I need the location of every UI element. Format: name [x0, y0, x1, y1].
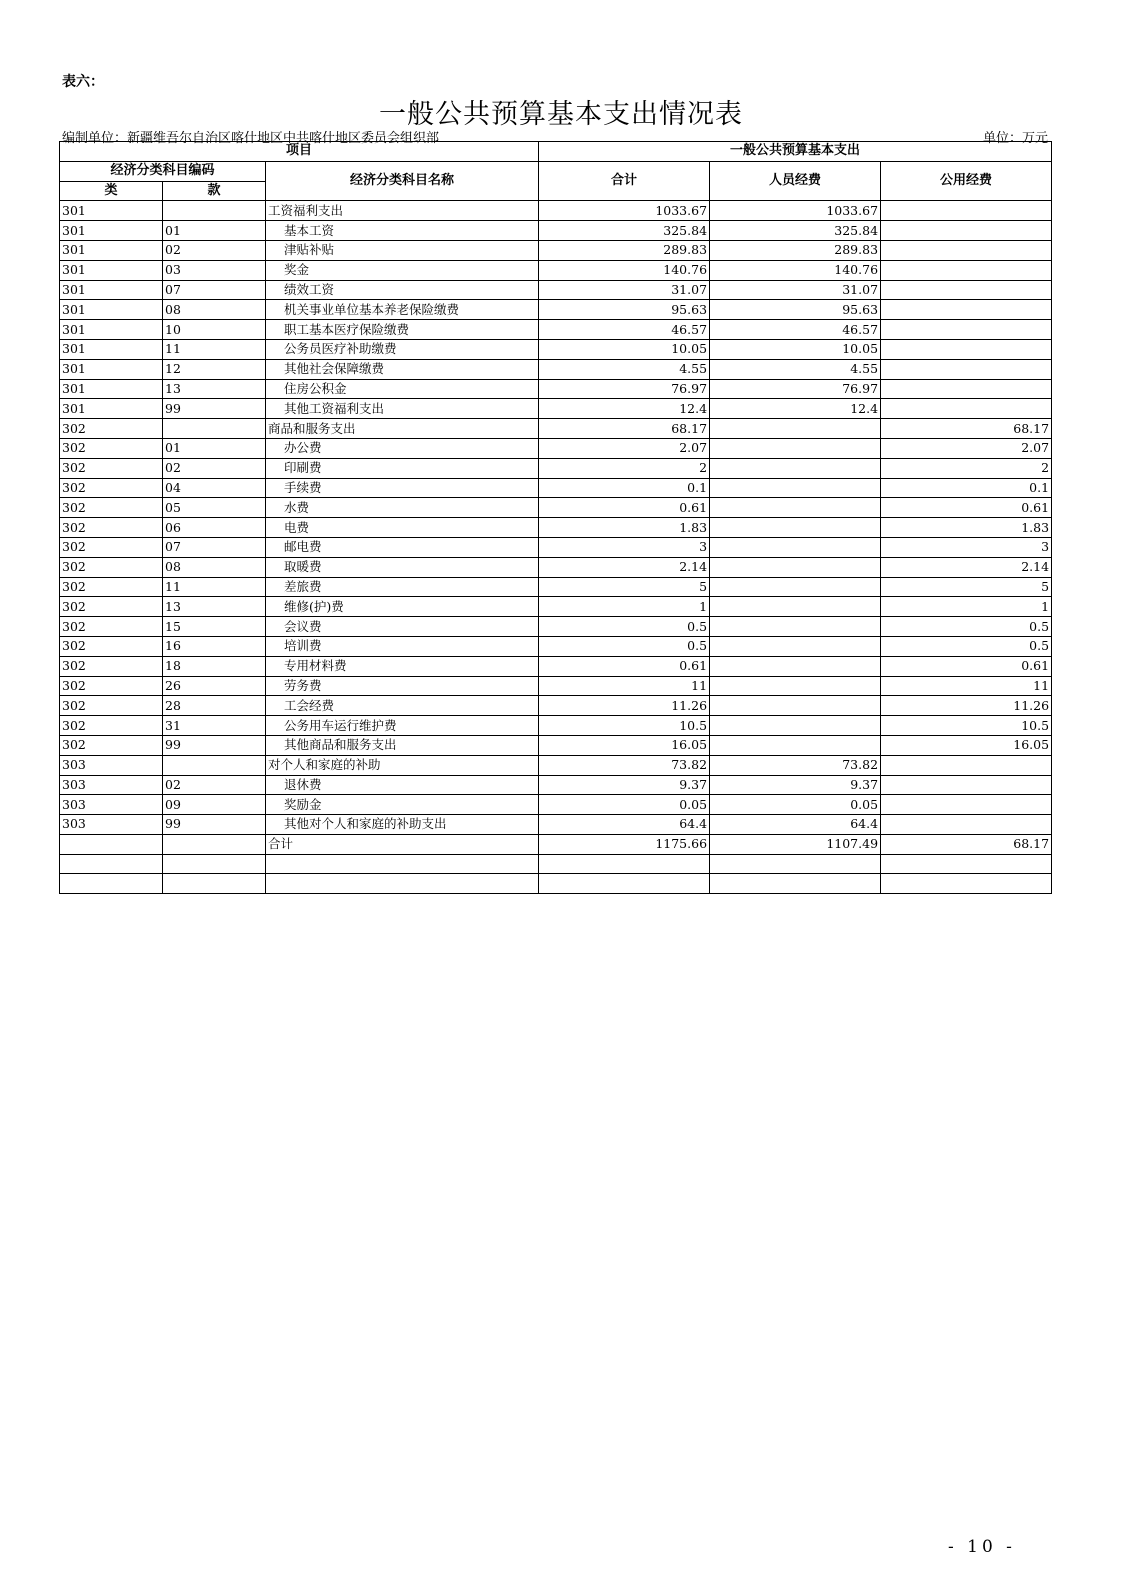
cell-name: 机关事业单位基本养老保险缴费 [266, 300, 539, 320]
cell-total: 46.57 [539, 320, 710, 340]
table-row [60, 419, 1052, 439]
cell-class [60, 874, 163, 894]
cell-name: 维修(护)费 [266, 597, 539, 617]
cell-item: 06 [163, 518, 266, 538]
cell-public: 2.14 [881, 557, 1052, 577]
cell-name: 公务用车运行维护费 [266, 716, 539, 736]
cell-class: 302 [60, 537, 163, 557]
cell-item: 07 [163, 280, 266, 300]
cell-personnel [710, 874, 881, 894]
cell-personnel [710, 498, 881, 518]
cell-public [881, 280, 1052, 300]
cell-total: 2.14 [539, 557, 710, 577]
header-total: 合计 [539, 161, 710, 201]
cell-class: 301 [60, 399, 163, 419]
cell-total [539, 854, 710, 874]
cell-name: 职工基本医疗保险缴费 [266, 320, 539, 340]
cell-class: 301 [60, 240, 163, 260]
cell-name: 住房公积金 [266, 379, 539, 399]
cell-name: 其他工资福利支出 [266, 399, 539, 419]
cell-personnel: 1033.67 [710, 201, 881, 221]
table-row [60, 399, 1052, 419]
cell-class: 302 [60, 557, 163, 577]
cell-total: 140.76 [539, 260, 710, 280]
cell-total: 10.05 [539, 339, 710, 359]
cell-item: 01 [163, 438, 266, 458]
cell-name: 合计 [266, 834, 539, 854]
cell-total: 0.05 [539, 795, 710, 815]
table-row [60, 676, 1052, 696]
cell-class: 302 [60, 419, 163, 439]
cell-item [163, 755, 266, 775]
cell-total: 76.97 [539, 379, 710, 399]
cell-item: 99 [163, 735, 266, 755]
cell-public: 68.17 [881, 834, 1052, 854]
table-row [60, 518, 1052, 538]
cell-total: 31.07 [539, 280, 710, 300]
table-row [60, 815, 1052, 835]
table-row [60, 716, 1052, 736]
cell-class: 302 [60, 735, 163, 755]
cell-name: 其他对个人和家庭的补助支出 [266, 815, 539, 835]
table-row [60, 854, 1052, 874]
cell-public: 1 [881, 597, 1052, 617]
cell-personnel [710, 716, 881, 736]
cell-class: 301 [60, 379, 163, 399]
cell-name [266, 854, 539, 874]
cell-personnel [710, 696, 881, 716]
cell-public: 11.26 [881, 696, 1052, 716]
cell-item: 07 [163, 537, 266, 557]
cell-public: 0.61 [881, 498, 1052, 518]
cell-personnel: 95.63 [710, 300, 881, 320]
cell-public: 0.1 [881, 478, 1052, 498]
table-row [60, 834, 1052, 854]
cell-item: 31 [163, 716, 266, 736]
cell-personnel: 31.07 [710, 280, 881, 300]
cell-public: 10.5 [881, 716, 1052, 736]
table-header [60, 142, 1052, 201]
cell-class: 302 [60, 438, 163, 458]
cell-total: 0.1 [539, 478, 710, 498]
cell-name: 其他社会保障缴费 [266, 359, 539, 379]
cell-personnel: 76.97 [710, 379, 881, 399]
cell-class: 303 [60, 815, 163, 835]
cell-class: 301 [60, 359, 163, 379]
table-row [60, 478, 1052, 498]
table-row [60, 795, 1052, 815]
currency-unit: 单位：万元 [982, 131, 1048, 146]
cell-name: 基本工资 [266, 221, 539, 241]
cell-item [163, 419, 266, 439]
cell-item: 26 [163, 676, 266, 696]
cell-class: 302 [60, 716, 163, 736]
cell-total: 10.5 [539, 716, 710, 736]
cell-personnel [710, 518, 881, 538]
cell-total: 2.07 [539, 438, 710, 458]
cell-name: 取暖费 [266, 557, 539, 577]
cell-item: 08 [163, 557, 266, 577]
cell-class: 301 [60, 201, 163, 221]
cell-item: 12 [163, 359, 266, 379]
cell-class: 301 [60, 221, 163, 241]
cell-name: 专用材料费 [266, 656, 539, 676]
cell-public [881, 201, 1052, 221]
cell-total: 16.05 [539, 735, 710, 755]
header-item: 款 [163, 181, 266, 201]
cell-item: 02 [163, 240, 266, 260]
cell-name: 电费 [266, 518, 539, 538]
cell-total: 325.84 [539, 221, 710, 241]
cell-total: 1.83 [539, 518, 710, 538]
cell-class: 301 [60, 300, 163, 320]
table-row [60, 597, 1052, 617]
cell-personnel [710, 478, 881, 498]
cell-total: 12.4 [539, 399, 710, 419]
cell-class: 303 [60, 795, 163, 815]
cell-public [881, 379, 1052, 399]
cell-name: 办公费 [266, 438, 539, 458]
cell-item [163, 201, 266, 221]
table-row [60, 379, 1052, 399]
cell-name: 其他商品和服务支出 [266, 735, 539, 755]
cell-name: 邮电费 [266, 537, 539, 557]
cell-name: 奖金 [266, 260, 539, 280]
cell-public [881, 339, 1052, 359]
cell-name [266, 874, 539, 894]
cell-total: 0.61 [539, 656, 710, 676]
table-row [60, 221, 1052, 241]
cell-public [881, 874, 1052, 894]
cell-total: 11.26 [539, 696, 710, 716]
cell-name: 培训费 [266, 636, 539, 656]
table-row [60, 537, 1052, 557]
cell-item: 02 [163, 775, 266, 795]
cell-total: 2 [539, 458, 710, 478]
cell-name: 津贴补贴 [266, 240, 539, 260]
cell-public: 0.61 [881, 656, 1052, 676]
table-row [60, 458, 1052, 478]
cell-name: 会议费 [266, 617, 539, 637]
cell-public [881, 240, 1052, 260]
cell-personnel: 12.4 [710, 399, 881, 419]
cell-public [881, 221, 1052, 241]
cell-total: 4.55 [539, 359, 710, 379]
cell-name: 奖励金 [266, 795, 539, 815]
cell-personnel: 0.05 [710, 795, 881, 815]
budget-table [59, 141, 1052, 894]
cell-item: 09 [163, 795, 266, 815]
cell-public: 11 [881, 676, 1052, 696]
cell-class: 302 [60, 617, 163, 637]
table-row [60, 656, 1052, 676]
cell-public: 68.17 [881, 419, 1052, 439]
cell-item: 11 [163, 339, 266, 359]
cell-personnel: 46.57 [710, 320, 881, 340]
table-row [60, 438, 1052, 458]
table-row [60, 240, 1052, 260]
cell-class: 302 [60, 478, 163, 498]
cell-total: 9.37 [539, 775, 710, 795]
cell-total: 1175.66 [539, 834, 710, 854]
cell-total: 5 [539, 577, 710, 597]
cell-item: 13 [163, 379, 266, 399]
cell-public [881, 815, 1052, 835]
table-row [60, 874, 1052, 894]
cell-public [881, 300, 1052, 320]
cell-public: 0.5 [881, 617, 1052, 637]
table-row [60, 617, 1052, 637]
cell-item: 11 [163, 577, 266, 597]
table-row [60, 359, 1052, 379]
cell-class [60, 854, 163, 874]
header-public: 公用经费 [881, 161, 1052, 201]
cell-class: 301 [60, 280, 163, 300]
cell-class: 301 [60, 260, 163, 280]
compiler-unit: 编制单位：新疆维吾尔自治区喀什地区中共喀什地区委员会组织部 [62, 131, 440, 146]
cell-name: 公务员医疗补助缴费 [266, 339, 539, 359]
cell-item: 10 [163, 320, 266, 340]
table-row [60, 696, 1052, 716]
cell-personnel: 73.82 [710, 755, 881, 775]
cell-name: 印刷费 [266, 458, 539, 478]
cell-name: 退休费 [266, 775, 539, 795]
cell-total: 3 [539, 537, 710, 557]
cell-personnel [710, 557, 881, 577]
table-row [60, 735, 1052, 755]
cell-personnel: 64.4 [710, 815, 881, 835]
table-row [60, 260, 1052, 280]
cell-name: 商品和服务支出 [266, 419, 539, 439]
cell-personnel [710, 419, 881, 439]
table-row [60, 339, 1052, 359]
cell-item: 99 [163, 815, 266, 835]
cell-item [163, 874, 266, 894]
cell-item: 01 [163, 221, 266, 241]
cell-total: 289.83 [539, 240, 710, 260]
cell-total: 1033.67 [539, 201, 710, 221]
cell-item: 02 [163, 458, 266, 478]
cell-public [881, 755, 1052, 775]
cell-class [60, 834, 163, 854]
cell-personnel [710, 458, 881, 478]
table-row [60, 775, 1052, 795]
table-row [60, 300, 1052, 320]
cell-item: 18 [163, 656, 266, 676]
cell-personnel [710, 854, 881, 874]
cell-personnel: 289.83 [710, 240, 881, 260]
cell-class: 302 [60, 676, 163, 696]
cell-public: 2 [881, 458, 1052, 478]
table-row [60, 557, 1052, 577]
cell-class: 302 [60, 577, 163, 597]
cell-item: 05 [163, 498, 266, 518]
cell-public [881, 320, 1052, 340]
cell-public [881, 359, 1052, 379]
header-project: 项目 [60, 142, 539, 162]
cell-personnel: 325.84 [710, 221, 881, 241]
cell-public [881, 854, 1052, 874]
cell-public: 3 [881, 537, 1052, 557]
cell-public: 2.07 [881, 438, 1052, 458]
page-title: 一般公共预算基本支出情况表 [379, 99, 743, 130]
table-row [60, 577, 1052, 597]
cell-class: 302 [60, 498, 163, 518]
cell-total: 64.4 [539, 815, 710, 835]
cell-total: 0.5 [539, 636, 710, 656]
cell-public: 1.83 [881, 518, 1052, 538]
cell-personnel [710, 636, 881, 656]
cell-total: 68.17 [539, 419, 710, 439]
cell-personnel [710, 735, 881, 755]
table-row [60, 755, 1052, 775]
cell-total: 95.63 [539, 300, 710, 320]
table-row [60, 280, 1052, 300]
cell-personnel: 10.05 [710, 339, 881, 359]
header-personnel: 人员经费 [710, 161, 881, 201]
cell-public: 16.05 [881, 735, 1052, 755]
cell-class: 302 [60, 636, 163, 656]
cell-name: 手续费 [266, 478, 539, 498]
table-row [60, 201, 1052, 221]
table-row [60, 636, 1052, 656]
cell-item [163, 834, 266, 854]
cell-public [881, 399, 1052, 419]
cell-public [881, 795, 1052, 815]
cell-total: 0.5 [539, 617, 710, 637]
page-number: - 10 - [948, 1537, 1016, 1557]
cell-total: 0.61 [539, 498, 710, 518]
cell-public [881, 260, 1052, 280]
cell-item: 03 [163, 260, 266, 280]
cell-personnel: 9.37 [710, 775, 881, 795]
cell-item: 13 [163, 597, 266, 617]
cell-item: 08 [163, 300, 266, 320]
cell-personnel [710, 577, 881, 597]
cell-name: 对个人和家庭的补助 [266, 755, 539, 775]
cell-item [163, 854, 266, 874]
cell-name: 工资福利支出 [266, 201, 539, 221]
cell-class: 302 [60, 458, 163, 478]
cell-class: 302 [60, 696, 163, 716]
cell-personnel [710, 617, 881, 637]
cell-class: 301 [60, 320, 163, 340]
cell-name: 水费 [266, 498, 539, 518]
cell-personnel [710, 656, 881, 676]
cell-class: 303 [60, 775, 163, 795]
table-label: 表六： [62, 74, 104, 90]
cell-name: 工会经费 [266, 696, 539, 716]
cell-class: 301 [60, 339, 163, 359]
cell-total: 73.82 [539, 755, 710, 775]
cell-class: 303 [60, 755, 163, 775]
cell-personnel: 140.76 [710, 260, 881, 280]
header-budget-group: 一般公共预算基本支出 [539, 142, 1052, 162]
cell-item: 15 [163, 617, 266, 637]
cell-personnel [710, 537, 881, 557]
cell-name: 劳务费 [266, 676, 539, 696]
cell-total: 11 [539, 676, 710, 696]
cell-public: 0.5 [881, 636, 1052, 656]
cell-public: 5 [881, 577, 1052, 597]
cell-personnel: 4.55 [710, 359, 881, 379]
table-body [60, 201, 1052, 894]
cell-item: 28 [163, 696, 266, 716]
header-code-group: 经济分类科目编码 [60, 161, 266, 181]
cell-total [539, 874, 710, 894]
cell-item: 04 [163, 478, 266, 498]
cell-class: 302 [60, 518, 163, 538]
cell-class: 302 [60, 656, 163, 676]
cell-personnel: 1107.49 [710, 834, 881, 854]
table-row [60, 498, 1052, 518]
cell-personnel [710, 676, 881, 696]
cell-public [881, 775, 1052, 795]
cell-item: 16 [163, 636, 266, 656]
cell-total: 1 [539, 597, 710, 617]
cell-item: 99 [163, 399, 266, 419]
header-class: 类 [60, 181, 163, 201]
cell-personnel [710, 597, 881, 617]
cell-personnel [710, 438, 881, 458]
cell-name: 差旅费 [266, 577, 539, 597]
table-row [60, 320, 1052, 340]
cell-name: 绩效工资 [266, 280, 539, 300]
cell-class: 302 [60, 597, 163, 617]
header-name: 经济分类科目名称 [266, 161, 539, 201]
